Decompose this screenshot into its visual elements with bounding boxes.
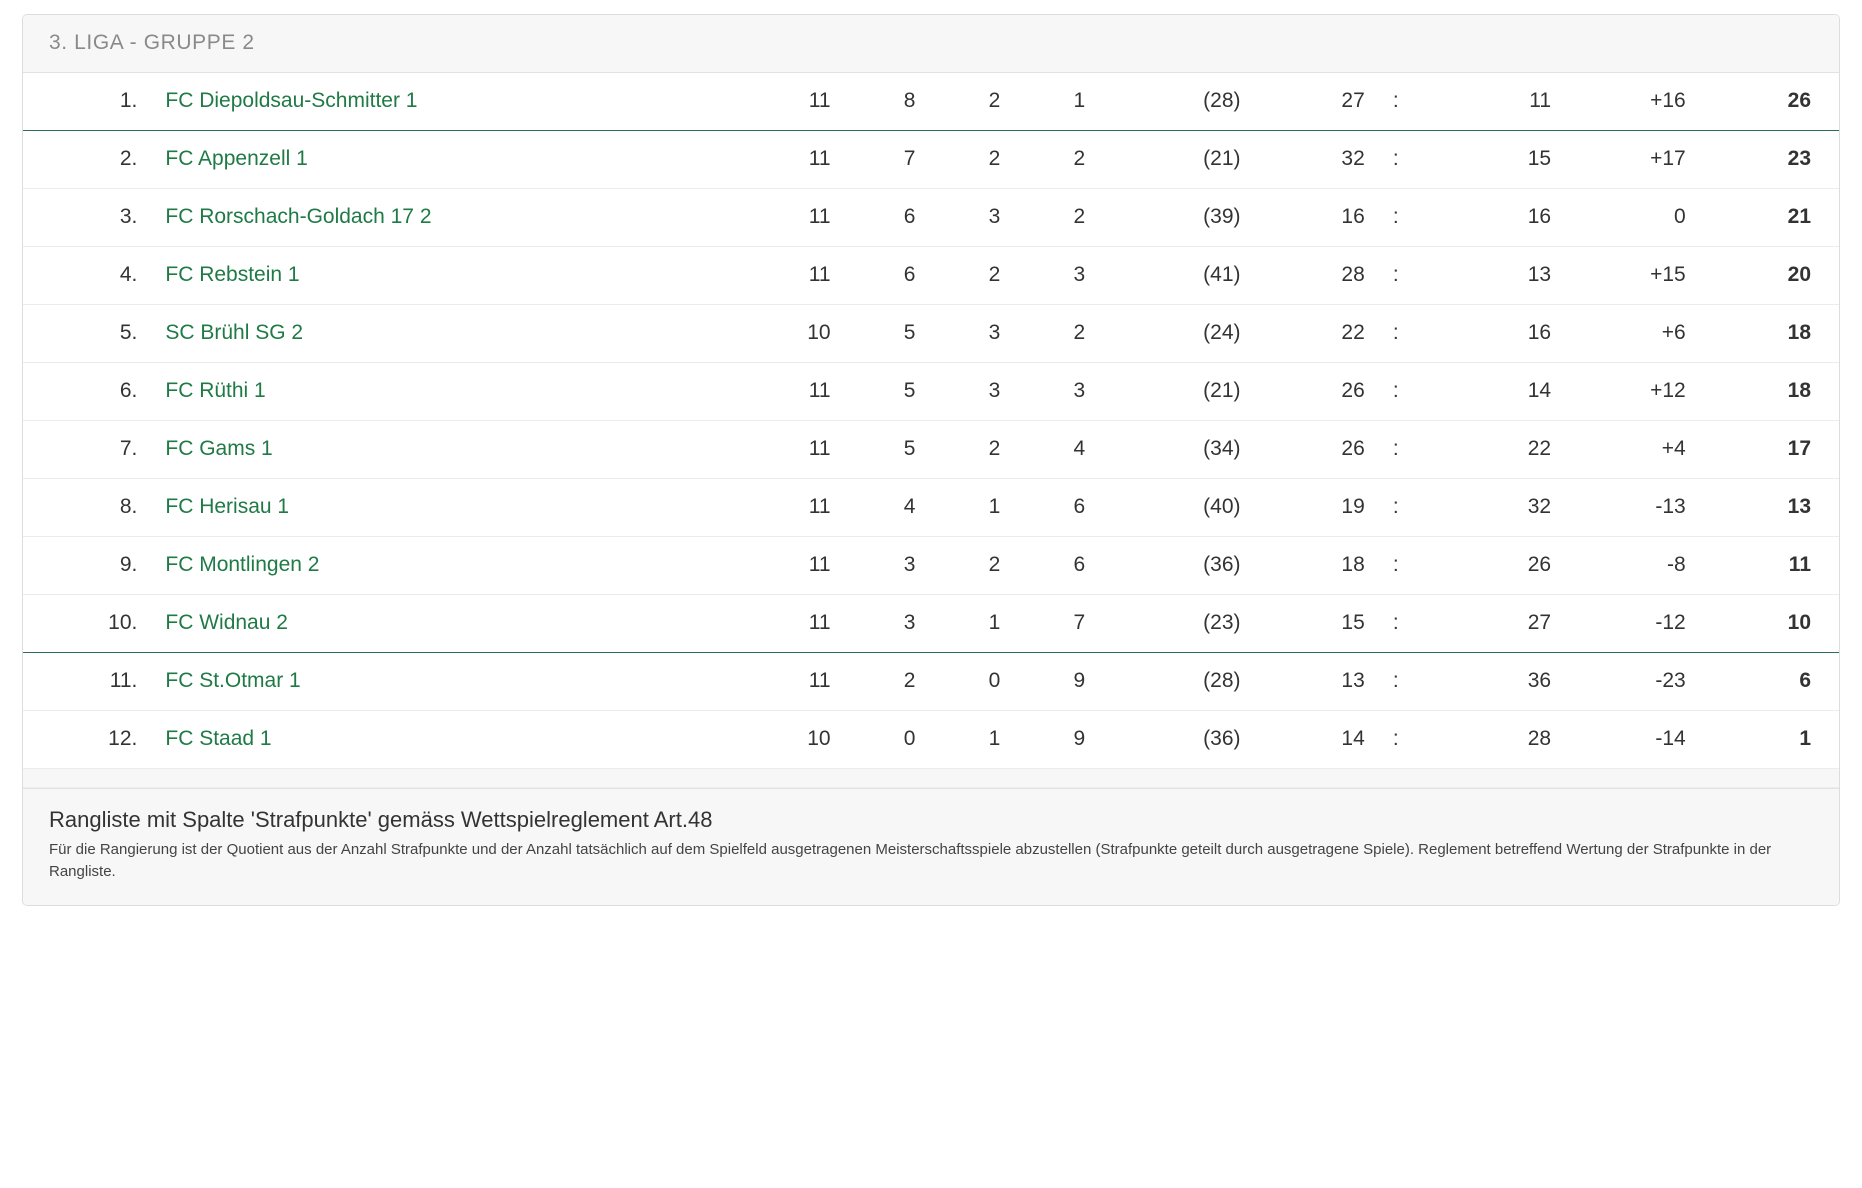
team-link[interactable]: FC St.Otmar 1 [165, 669, 301, 692]
points-cell: 20 [1787, 263, 1811, 286]
wins-cell: 3 [903, 553, 916, 576]
played-cell: 11 [808, 553, 831, 576]
points-cell: 26 [1787, 89, 1811, 112]
team-link[interactable]: FC Staad 1 [165, 727, 272, 750]
penalty-points-cell: (24) [1203, 321, 1241, 344]
team-link[interactable]: FC Montlingen 2 [165, 553, 320, 576]
losses-cell: 6 [1073, 495, 1086, 518]
team-link[interactable]: FC Gams 1 [165, 437, 273, 460]
wins-cell: 4 [903, 495, 916, 518]
penalty-points-cell: (21) [1203, 379, 1241, 402]
table-spacer-row [23, 769, 1839, 788]
played-cell: 11 [808, 147, 831, 170]
losses-cell: 2 [1073, 321, 1086, 344]
team-cell[interactable] [151, 131, 745, 189]
table-row [23, 73, 1839, 131]
goal-difference-cell: 0 [1674, 205, 1686, 228]
goals-separator: : [1392, 89, 1399, 112]
rank-cell: 12. [108, 727, 138, 750]
points-cell: 1 [1799, 727, 1811, 750]
penalty-points-cell: (28) [1203, 669, 1241, 692]
wins-cell: 6 [903, 205, 916, 228]
rank-cell: 6. [119, 379, 138, 402]
points-cell: 23 [1787, 147, 1811, 170]
goals-separator: : [1392, 321, 1399, 344]
draws-cell: 2 [988, 147, 1001, 170]
rank-cell: 10. [108, 611, 138, 634]
goal-difference-cell: -8 [1667, 553, 1686, 576]
goals-separator: : [1392, 437, 1399, 460]
losses-cell: 3 [1073, 379, 1086, 402]
goals-against-cell: 27 [1527, 611, 1552, 634]
table-spacer-cell [23, 769, 1839, 788]
team-cell[interactable] [151, 305, 745, 363]
team-cell[interactable] [151, 421, 745, 479]
rank-cell: 1. [119, 89, 138, 112]
wins-cell: 5 [903, 379, 916, 402]
goals-for-cell: 16 [1341, 205, 1365, 228]
played-cell: 11 [808, 495, 831, 518]
goals-for-cell: 28 [1341, 263, 1365, 286]
footer-title: Rangliste mit Spalte 'Strafpunkte' gemäss Wettspielreglement Art.48 [49, 807, 713, 832]
goals-for-cell: 19 [1341, 495, 1365, 518]
goals-separator: : [1392, 611, 1399, 634]
goals-against-cell: 36 [1527, 669, 1552, 692]
penalty-points-cell: (36) [1203, 553, 1241, 576]
table-row [23, 537, 1839, 595]
goals-against-cell: 14 [1527, 379, 1552, 402]
goal-difference-cell: -13 [1655, 495, 1686, 518]
team-link[interactable]: FC Diepoldsau-Schmitter 1 [165, 89, 418, 112]
goals-for-cell: 26 [1341, 437, 1365, 460]
penalty-points-cell: (41) [1203, 263, 1241, 286]
goals-for-cell: 27 [1341, 89, 1365, 112]
goals-separator: : [1392, 669, 1399, 692]
played-cell: 10 [807, 727, 831, 750]
goal-difference-cell: -23 [1655, 669, 1686, 692]
rank-cell: 8. [119, 495, 138, 518]
draws-cell: 1 [988, 495, 1001, 518]
team-cell[interactable] [151, 653, 745, 711]
draws-cell: 1 [988, 611, 1001, 634]
team-link[interactable]: FC Widnau 2 [165, 611, 288, 634]
penalty-points-cell: (23) [1203, 611, 1241, 634]
goal-difference-cell: -12 [1655, 611, 1686, 634]
losses-cell: 4 [1073, 437, 1086, 460]
losses-cell: 9 [1073, 669, 1086, 692]
penalty-points-cell: (36) [1203, 727, 1241, 750]
goal-difference-cell: +17 [1650, 147, 1686, 170]
goals-separator: : [1392, 727, 1399, 750]
standings-panel [22, 14, 1840, 906]
team-link[interactable]: FC Rorschach-Goldach 17 2 [165, 205, 432, 228]
penalty-points-cell: (21) [1203, 147, 1241, 170]
team-link[interactable]: FC Rebstein 1 [165, 263, 300, 286]
goals-against-cell: 11 [1529, 89, 1552, 112]
goals-for-cell: 15 [1341, 611, 1365, 634]
goals-against-cell: 13 [1527, 263, 1552, 286]
played-cell: 11 [808, 437, 831, 460]
rank-cell: 9. [119, 553, 138, 576]
played-cell: 11 [808, 611, 831, 634]
team-link[interactable]: FC Rüthi 1 [165, 379, 266, 402]
rank-cell: 2. [119, 147, 138, 170]
played-cell: 11 [808, 379, 831, 402]
goals-against-cell: 26 [1527, 553, 1552, 576]
wins-cell: 0 [903, 727, 916, 750]
goals-separator: : [1392, 205, 1399, 228]
goals-separator: : [1392, 263, 1399, 286]
rank-cell: 5. [119, 321, 138, 344]
goals-for-cell: 13 [1341, 669, 1365, 692]
points-cell: 17 [1787, 437, 1811, 460]
wins-cell: 5 [903, 321, 916, 344]
played-cell: 11 [808, 89, 831, 112]
table-row [23, 421, 1839, 479]
table-row [23, 305, 1839, 363]
wins-cell: 8 [903, 89, 916, 112]
points-cell: 6 [1799, 669, 1811, 692]
points-cell: 21 [1787, 205, 1811, 228]
footer-note [23, 788, 1839, 905]
goals-separator: : [1392, 495, 1399, 518]
played-cell: 11 [808, 263, 831, 286]
goals-against-cell: 32 [1527, 495, 1552, 518]
losses-cell: 7 [1073, 611, 1086, 634]
team-cell[interactable] [151, 73, 745, 131]
goal-difference-cell: +16 [1650, 89, 1686, 112]
goals-for-cell: 18 [1341, 553, 1365, 576]
goal-difference-cell: +12 [1650, 379, 1686, 402]
team-link[interactable]: SC Brühl SG 2 [165, 321, 304, 344]
penalty-points-cell: (40) [1203, 495, 1241, 518]
losses-cell: 6 [1073, 553, 1086, 576]
table-row [23, 189, 1839, 247]
team-cell[interactable] [151, 363, 745, 421]
draws-cell: 0 [988, 669, 1001, 692]
wins-cell: 3 [903, 611, 916, 634]
losses-cell: 2 [1073, 205, 1086, 228]
draws-cell: 2 [988, 89, 1001, 112]
goals-against-cell: 16 [1527, 321, 1552, 344]
table-row [23, 363, 1839, 421]
team-cell[interactable] [151, 595, 745, 653]
draws-cell: 2 [988, 263, 1001, 286]
rank-cell: 3. [119, 205, 138, 228]
team-link[interactable]: FC Appenzell 1 [165, 147, 308, 170]
draws-cell: 3 [988, 379, 1001, 402]
draws-cell: 2 [988, 437, 1001, 460]
league-group-title: 3. LIGA - GRUPPE 2 [49, 31, 255, 54]
table-row [23, 595, 1839, 653]
goals-against-cell: 16 [1527, 205, 1552, 228]
panel-header [23, 15, 1839, 73]
goal-difference-cell: -14 [1655, 727, 1686, 750]
points-cell: 10 [1787, 611, 1811, 634]
standings-table [23, 73, 1839, 788]
goals-separator: : [1392, 553, 1399, 576]
losses-cell: 9 [1073, 727, 1086, 750]
goals-for-cell: 14 [1341, 727, 1365, 750]
goal-difference-cell: +15 [1650, 263, 1686, 286]
team-cell[interactable] [151, 247, 745, 305]
wins-cell: 7 [903, 147, 916, 170]
points-cell: 18 [1787, 321, 1811, 344]
losses-cell: 1 [1073, 89, 1086, 112]
table-row [23, 247, 1839, 305]
footer-text: Für die Rangierung ist der Quotient aus der Anzahl Strafpunkte und der Anzahl tatsächlich auf dem Spielfeld ausgetragenen Meisterschaftsspiele abzustellen (Strafpunkte geteilt durch ausgetragene Spiele). Reglement betreffend Wertung der Strafpunkte in der Rangliste. [49, 841, 1772, 880]
penalty-points-cell: (39) [1203, 205, 1241, 228]
draws-cell: 1 [988, 727, 1001, 750]
table-row [23, 653, 1839, 711]
team-cell[interactable] [151, 479, 745, 537]
points-cell: 11 [1788, 553, 1811, 576]
standings-table-body [23, 73, 1839, 788]
draws-cell: 3 [988, 321, 1001, 344]
played-cell: 11 [808, 669, 831, 692]
team-cell[interactable] [151, 189, 745, 247]
rank-cell: 4. [119, 263, 138, 286]
team-cell[interactable] [151, 711, 745, 769]
losses-cell: 3 [1073, 263, 1086, 286]
draws-cell: 3 [988, 205, 1001, 228]
goal-difference-cell: +4 [1661, 437, 1686, 460]
goals-separator: : [1392, 379, 1399, 402]
wins-cell: 2 [903, 669, 916, 692]
points-cell: 18 [1787, 379, 1811, 402]
goals-for-cell: 26 [1341, 379, 1365, 402]
rank-cell: 7. [119, 437, 138, 460]
wins-cell: 6 [903, 263, 916, 286]
rank-cell: 11. [109, 669, 138, 692]
table-row [23, 711, 1839, 769]
goals-against-cell: 28 [1527, 727, 1552, 750]
losses-cell: 2 [1073, 147, 1086, 170]
goals-for-cell: 32 [1341, 147, 1365, 170]
team-cell[interactable] [151, 537, 745, 595]
table-row [23, 131, 1839, 189]
played-cell: 10 [807, 321, 831, 344]
goals-for-cell: 22 [1341, 321, 1365, 344]
draws-cell: 2 [988, 553, 1001, 576]
goals-against-cell: 22 [1527, 437, 1552, 460]
table-row [23, 479, 1839, 537]
points-cell: 13 [1787, 495, 1811, 518]
penalty-points-cell: (28) [1203, 89, 1241, 112]
goals-separator: : [1392, 147, 1399, 170]
penalty-points-cell: (34) [1203, 437, 1241, 460]
played-cell: 11 [808, 205, 831, 228]
team-link[interactable]: FC Herisau 1 [165, 495, 290, 518]
goals-against-cell: 15 [1527, 147, 1552, 170]
goal-difference-cell: +6 [1661, 321, 1686, 344]
wins-cell: 5 [903, 437, 916, 460]
